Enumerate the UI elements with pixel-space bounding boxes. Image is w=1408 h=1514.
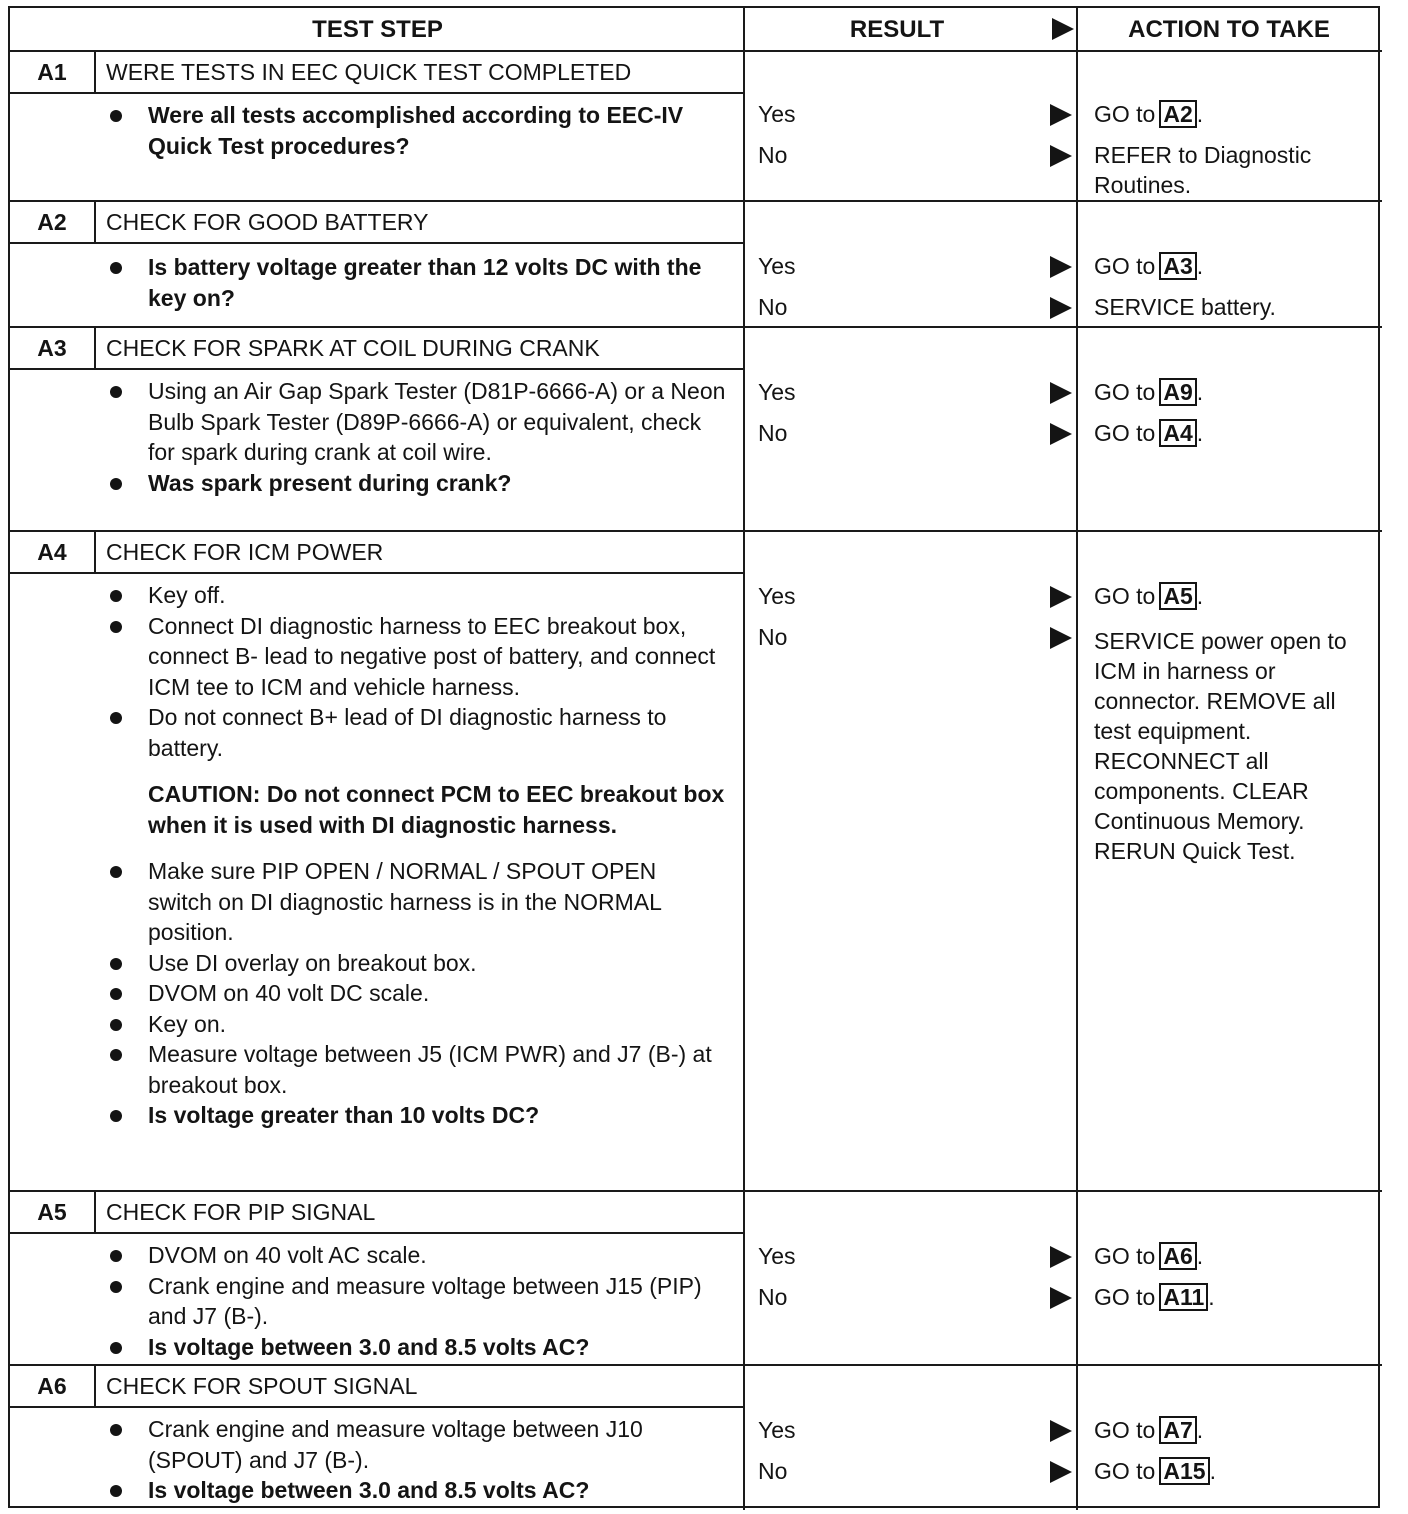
result-arrow-icon: [1050, 382, 1072, 404]
title-divider: [10, 242, 745, 244]
result-arrow-icon: [1050, 297, 1072, 319]
title-divider: [10, 1232, 745, 1234]
step-reference-link[interactable]: A5: [1159, 582, 1196, 610]
step-instruction: Connect DI diagnostic harness to EEC breakout box, connect B- lead to negative post of battery, and connect ICM tee to ICM and vehicle harness.: [106, 611, 726, 703]
step-title: CHECK FOR GOOD BATTERY: [106, 209, 429, 235]
action-no: SERVICE power open to ICM in harness or connector. REMOVE all test equipment. RECONNECT all components. CLEAR Continuous Memory. RERUN Quick Test.: [1094, 628, 1347, 864]
test-step-a6: [10, 1366, 1382, 1508]
step-question: Was spark present during crank?: [106, 468, 726, 499]
step-question: Is voltage between 3.0 and 8.5 volts AC?: [106, 1332, 726, 1363]
result-arrow-icon: [1050, 256, 1072, 278]
step-question: Is voltage greater than 10 volts DC?: [106, 1100, 726, 1131]
step-instruction: Crank engine and measure voltage between J15 (PIP) and J7 (B-).: [106, 1271, 726, 1332]
header-arrow-icon: [1052, 18, 1074, 40]
step-instruction: Use DI overlay on breakout box.: [106, 948, 726, 979]
action-no: GO to A15 .: [1094, 1458, 1216, 1484]
result-arrow-icon: [1050, 1246, 1072, 1268]
step-id: A6: [37, 1373, 67, 1399]
test-step-a5: [10, 1192, 1382, 1364]
result-yes: Yes: [758, 253, 796, 279]
result-arrow-icon: [1050, 627, 1072, 649]
header-result: RESULT: [849, 16, 945, 43]
action-yes: GO to A6 .: [1094, 1243, 1204, 1269]
title-divider: [10, 1406, 745, 1408]
id-divider: [94, 532, 96, 572]
step-reference-link[interactable]: A7: [1159, 1416, 1196, 1444]
action-no: REFER to Diagnostic Routines.: [1094, 142, 1312, 198]
step-instruction: Do not connect B+ lead of DI diagnostic harness to battery.: [106, 702, 726, 763]
step-instruction: Key off.: [106, 580, 726, 611]
test-step-a2: [10, 202, 1382, 326]
step-title: CHECK FOR ICM POWER: [106, 539, 384, 565]
test-step-a4: [10, 532, 1382, 1190]
title-divider: [10, 92, 745, 94]
title-divider: [10, 572, 745, 574]
step-question: Is voltage between 3.0 and 8.5 volts AC?: [106, 1475, 726, 1506]
step-reference-link[interactable]: A11: [1159, 1283, 1208, 1311]
header-action: ACTION TO TAKE: [1128, 16, 1330, 43]
title-divider: [10, 368, 745, 370]
step-id: A4: [37, 539, 67, 565]
caution-note: CAUTION: Do not connect PCM to EEC breakout box when it is used with DI diagnostic harness.: [148, 781, 725, 838]
step-instruction: Using an Air Gap Spark Tester (D81P-6666-A) or a Neon Bulb Spark Tester (D89P-6666-A) or equivalent, check for spark during crank at coil wire.: [106, 376, 726, 468]
result-arrow-icon: [1050, 104, 1072, 126]
result-no: No: [758, 142, 788, 168]
result-yes: Yes: [758, 1243, 796, 1269]
action-yes: GO to A5 .: [1094, 583, 1204, 609]
step-question: Is battery voltage greater than 12 volts DC with the key on?: [106, 252, 726, 313]
result-yes: Yes: [758, 379, 796, 405]
result-arrow-icon: [1050, 1287, 1072, 1309]
step-id: A3: [37, 335, 67, 361]
header-test-step: TEST STEP: [312, 16, 443, 43]
step-id: A1: [37, 59, 67, 85]
diagnostic-table: [8, 6, 1380, 1508]
result-no: No: [758, 1458, 788, 1484]
step-instruction: DVOM on 40 volt AC scale.: [106, 1240, 726, 1271]
action-yes: GO to A9 .: [1094, 379, 1204, 405]
action-no: GO to A4 .: [1094, 420, 1204, 446]
id-divider: [94, 52, 96, 92]
result-no: No: [758, 420, 788, 446]
id-divider: [94, 1366, 96, 1406]
test-step-a3: [10, 328, 1382, 530]
step-title: CHECK FOR SPOUT SIGNAL: [106, 1373, 418, 1399]
step-question: Were all tests accomplished according to EEC-IV Quick Test procedures?: [106, 100, 726, 161]
step-reference-link[interactable]: A6: [1159, 1242, 1196, 1270]
action-yes: GO to A3 .: [1094, 253, 1204, 279]
step-reference-link[interactable]: A3: [1159, 252, 1196, 280]
result-yes: Yes: [758, 101, 796, 127]
step-reference-link[interactable]: A15: [1159, 1457, 1209, 1485]
result-no: No: [758, 624, 788, 650]
result-no: No: [758, 1284, 788, 1310]
result-arrow-icon: [1050, 1420, 1072, 1442]
action-yes: GO to A7 .: [1094, 1417, 1204, 1443]
step-id: A5: [37, 1199, 67, 1225]
step-title: CHECK FOR PIP SIGNAL: [106, 1199, 376, 1225]
step-instruction: DVOM on 40 volt DC scale.: [106, 978, 726, 1009]
result-no: No: [758, 294, 788, 320]
action-yes: GO to A2 .: [1094, 101, 1204, 127]
step-reference-link[interactable]: A2: [1159, 100, 1196, 128]
result-arrow-icon: [1050, 423, 1072, 445]
step-instruction: Crank engine and measure voltage between J10 (SPOUT) and J7 (B-).: [106, 1414, 726, 1475]
step-id: A2: [37, 209, 67, 235]
step-reference-link[interactable]: A9: [1159, 378, 1196, 406]
step-instruction: Key on.: [106, 1009, 726, 1040]
step-title: WERE TESTS IN EEC QUICK TEST COMPLETED: [106, 59, 632, 85]
result-arrow-icon: [1050, 145, 1072, 167]
id-divider: [94, 202, 96, 242]
id-divider: [94, 1192, 96, 1232]
step-reference-link[interactable]: A4: [1159, 419, 1196, 447]
step-title: CHECK FOR SPARK AT COIL DURING CRANK: [106, 335, 600, 361]
result-arrow-icon: [1050, 1461, 1072, 1483]
result-arrow-icon: [1050, 586, 1072, 608]
result-yes: Yes: [758, 1417, 796, 1443]
result-yes: Yes: [758, 583, 796, 609]
step-instruction: Measure voltage between J5 (ICM PWR) and J7 (B-) at breakout box.: [106, 1039, 726, 1100]
action-no: SERVICE battery.: [1094, 294, 1276, 320]
step-instruction: Make sure PIP OPEN / NORMAL / SPOUT OPEN switch on DI diagnostic harness is in the NORMAL position.: [106, 856, 726, 948]
test-step-a1: [10, 52, 1382, 200]
id-divider: [94, 328, 96, 368]
action-no: GO to A11 .: [1094, 1284, 1215, 1310]
